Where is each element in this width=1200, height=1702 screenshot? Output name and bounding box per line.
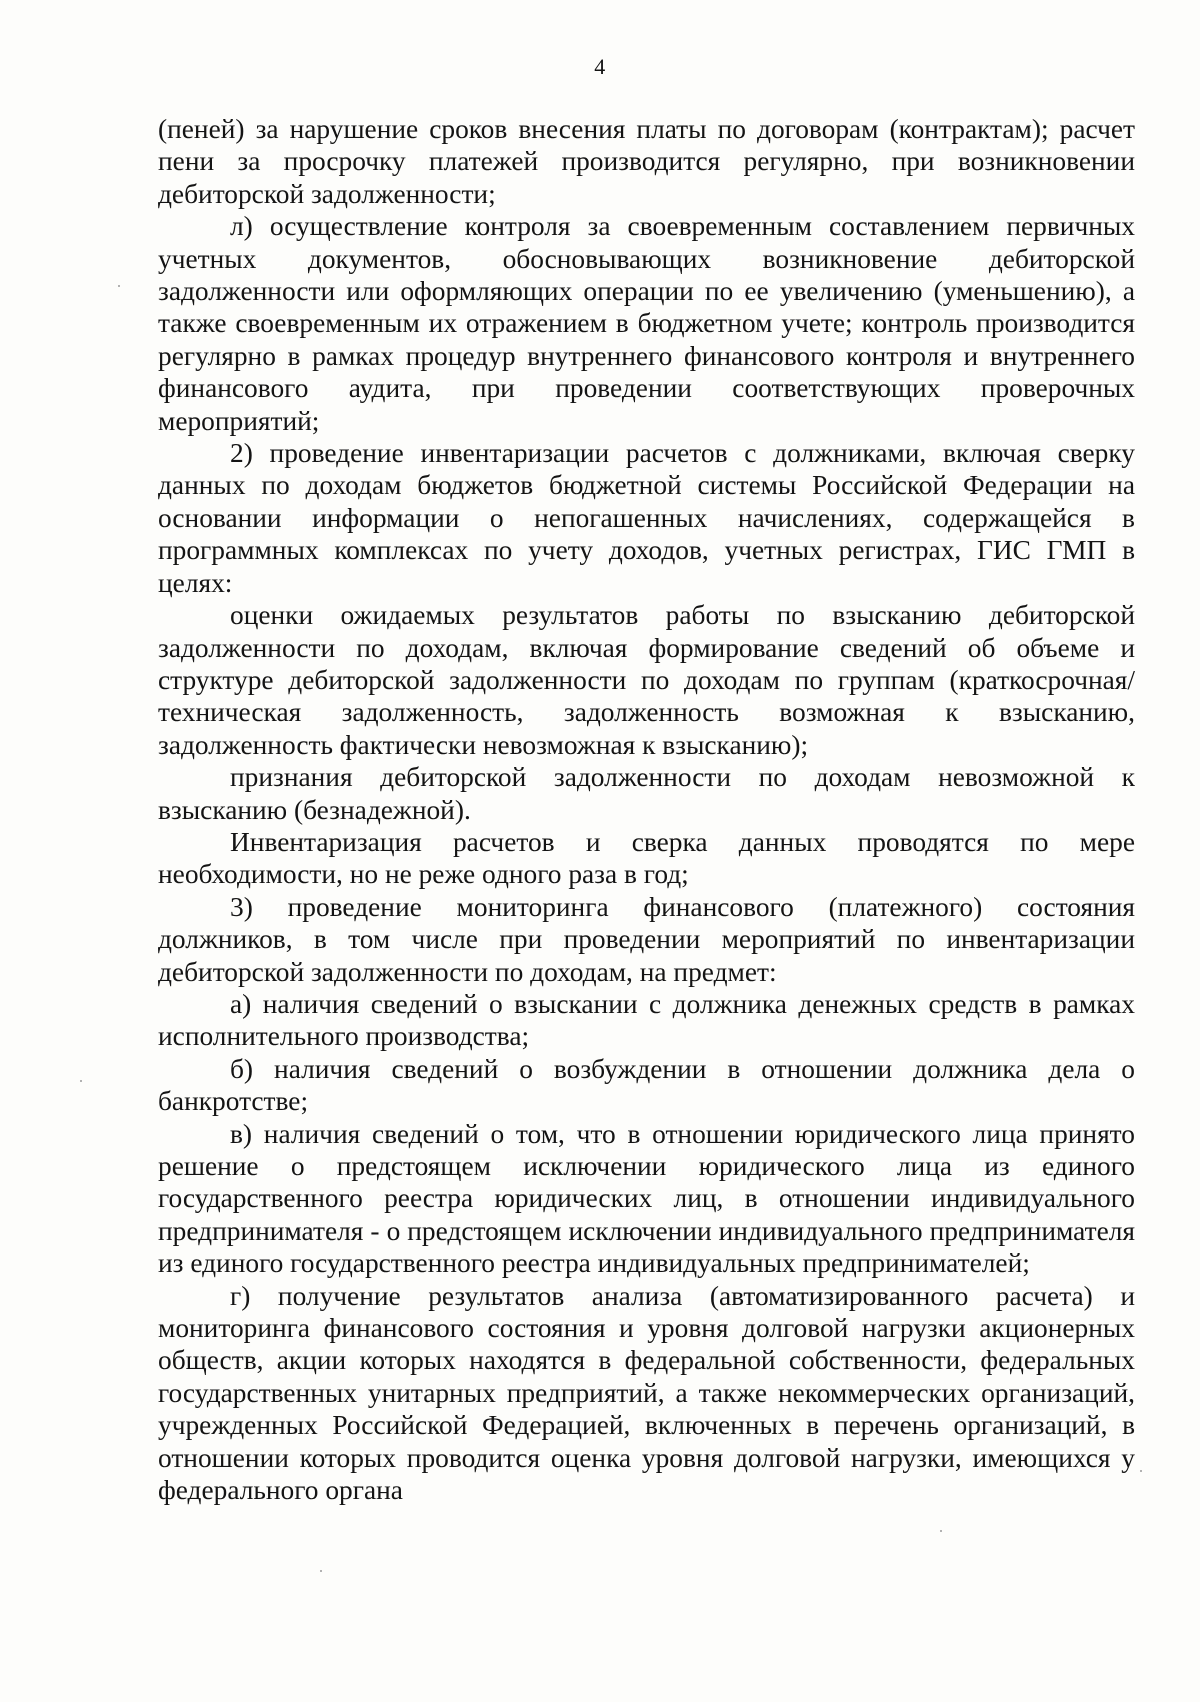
paragraph-item-3: 3) проведение мониторинга финансового (платежного) состояния должников, в том числе при проведении мероприятий по инвентаризации дебиторской задолженности по доходам, на предмет: — [158, 891, 1135, 987]
paragraph-assessment: оценки ожидаемых результатов работы по взысканию дебиторской задолженности по доходам, включая формирование сведений об объеме и структуре дебиторской задолженности по доходам по группам (краткосрочная/техническая задолженность, задолженность возможная к взысканию, задолженность фактически невозможная к взысканию); — [158, 600, 1135, 760]
paragraph-inventory-frequency: Инвентаризация расчетов и сверка данных проводятся по мере необходимости, но не реже одного раза в год; — [158, 826, 1135, 890]
paragraph-subitem-b: б) наличия сведений о возбуждении в отношении должника дела о банкротстве; — [158, 1053, 1135, 1117]
scan-speck — [940, 1530, 942, 1532]
paragraph-item-l: л) осуществление контроля за своевременным составлением первичных учетных документов, обосновывающих возникновение дебиторской задолженности или оформляющих операции по ее увеличению (уменьшению), а также своевременным их отражением в бюджетном учете; контроль производится регулярно в рамках процедур внутреннего финансового контроля и внутреннего финансового аудита, при проведении соответствующих проверочных мероприятий; — [158, 211, 1135, 436]
page-number: 4 — [594, 54, 606, 79]
paragraph-item-2: 2) проведение инвентаризации расчетов с должниками, включая сверку данных по доходам бюджетов бюджетной системы Российской Федерации на основании информации о непогашенных начислениях, содержащейся в программных комплексах по учету доходов, учетных регистрах, ГИС ГМП в целях: — [158, 438, 1135, 598]
scan-speck — [118, 285, 120, 287]
paragraph-subitem-a: а) наличия сведений о взыскании с должника денежных средств в рамках исполнительного производства; — [158, 988, 1135, 1052]
paragraph-subitem-v: в) наличия сведений о том, что в отношении юридического лица принято решение о предстоящем исключении юридического лица из единого государственного реестра юридических лиц, в отношении индивидуального предпринимателя - о предстоящем исключении индивидуального предпринимателя из единого государственного реестра индивидуальных предпринимателей; — [158, 1118, 1135, 1279]
paragraph-continuation-peni: (пеней) за нарушение сроков внесения платы по договорам (контрактам); расчет пени за просрочку платежей производится регулярно, при возникновении дебиторской задолженности; — [158, 114, 1135, 209]
scan-speck — [1140, 1470, 1142, 1472]
document-body — [158, 113, 1135, 1506]
paragraph-subitem-g: г) получение результатов анализа (автоматизированного расчета) и мониторинга финансового состояния и уровня долговой нагрузки акционерных обществ, акции которых находятся в федеральной собственности, федеральных государственных унитарных предприятий, а также некоммерческих организаций, учрежденных Российской Федерацией, включенных в перечень организаций, в отношении которых проводится оценка уровня долговой нагрузки, имеющихся у федерального органа — [158, 1280, 1135, 1506]
scan-speck — [320, 1570, 322, 1572]
paragraph-recognition: признания дебиторской задолженности по доходам невозможной к взысканию (безнадежной). — [158, 762, 1135, 825]
scan-speck — [80, 1080, 82, 1082]
